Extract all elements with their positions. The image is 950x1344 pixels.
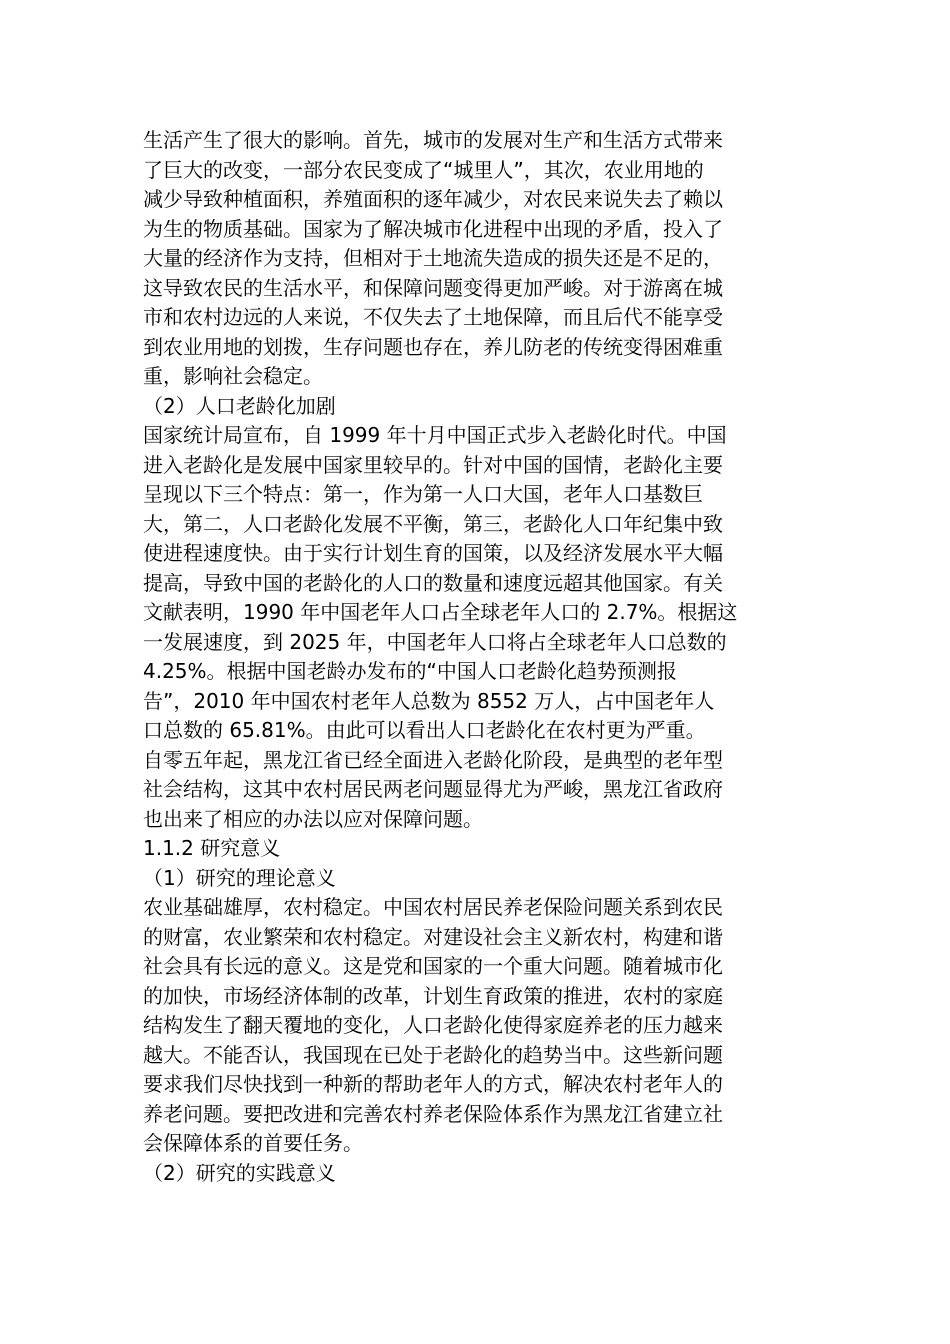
text-line: 农业基础雄厚，农村稳定。中国农村居民养老保险问题关系到农民 — [143, 895, 723, 919]
section-heading-significance: 1.1.2 研究意义 — [143, 836, 281, 860]
text-line: 社会结构，这其中农村居民两老问题显得尤为严峻，黑龙江省政府 — [143, 777, 723, 801]
text-line: 到农业用地的划拨，生存问题也存在，养儿防老的传统变得困难重 — [143, 334, 723, 359]
text-line: 告”，2010 年中国农村老年人总数为 8552 万人，占中国老年人 — [143, 688, 715, 713]
section-heading-aging: （2）人口老龄化加剧 — [143, 393, 336, 418]
text-line: 为生的物质基础。国家为了解决城市化进程中出现的矛盾，投入了 — [143, 216, 723, 241]
text-line: 的财富，农业繁荣和农村稳定。对建设社会主义新农村，构建和谐 — [143, 924, 723, 949]
text-line: 了巨大的改变，一部分农民变成了“城里人”，其次，农业用地的 — [143, 157, 704, 182]
text-line: 重，影响社会稳定。 — [143, 364, 323, 388]
text-line: 减少导致种植面积，养殖面积的逐年减少，对农民来说失去了赖以 — [143, 187, 723, 211]
text-line: 养老问题。要把改进和完善农村养老保险体系作为黑龙江省建立社 — [143, 1101, 723, 1126]
text-line: 会保障体系的首要任务。 — [143, 1131, 363, 1155]
text-line: 进入老龄化是发展中国家里较早的。针对中国的国情，老龄化主要 — [143, 452, 723, 477]
text-line: 也出来了相应的办法以应对保障问题。 — [143, 806, 483, 831]
text-line: 使进程速度快。由于实行计划生育的国策，以及经济发展水平大幅 — [143, 541, 723, 565]
text-line: 生活产生了很大的影响。首先，城市的发展对生产和生活方式带来 — [143, 128, 723, 152]
text-line: 4.25%。根据中国老龄办发布的“中国人口老龄化趋势预测报 — [143, 659, 677, 683]
text-line: 这导致农民的生活水平，和保障问题变得更加严峻。对于游离在城 — [143, 275, 723, 300]
text-line: 结构发生了翻天覆地的变化，人口老龄化使得家庭养老的压力越来 — [143, 1013, 723, 1037]
subsection-heading-theory: （1）研究的理论意义 — [143, 865, 336, 890]
document-body — [143, 126, 805, 1188]
text-line: 国家统计局宣布，自 1999 年十月中国正式步入老龄化时代。中国 — [143, 423, 727, 447]
text-line: 口总数的 65.81%。由此可以看出人口老龄化在农村更为严重。 — [143, 718, 706, 742]
text-line: 文献表明，1990 年中国老年人口占全球老年人口的 2.7%。根据这 — [143, 600, 738, 624]
text-line: 呈现以下三个特点：第一，作为第一人口大国，老年人口基数巨 — [143, 482, 703, 506]
text-line: 越大。不能否认，我国现在已处于老龄化的趋势当中。这些新问题 — [143, 1042, 723, 1067]
text-line: 市和农村边远的人来说，不仅失去了土地保障，而且后代不能享受 — [143, 305, 723, 329]
text-line: 社会具有长远的意义。这是党和国家的一个重大问题。随着城市化 — [143, 954, 723, 978]
text-line: 自零五年起，黑龙江省已经全面进入老龄化阶段，是典型的老年型 — [143, 747, 723, 772]
text-line: 大量的经济作为支持，但相对于土地流失造成的损失还是不足的， — [143, 246, 723, 270]
text-line: 要求我们尽快找到一种新的帮助老年人的方式，解决农村老年人的 — [143, 1072, 723, 1096]
text-line: 的加快，市场经济体制的改革，计划生育政策的推进，农村的家庭 — [143, 983, 723, 1008]
subsection-heading-practice: （2）研究的实践意义 — [143, 1160, 336, 1185]
text-line: 提高，导致中国的老龄化的人口的数量和速度远超其他国家。有关 — [143, 570, 723, 595]
text-line: 大，第二，人口老龄化发展不平衡，第三，老龄化人口年纪集中致 — [143, 511, 723, 536]
text-line: 一发展速度，到 2025 年，中国老年人口将占全球老年人口总数的 — [143, 629, 727, 654]
